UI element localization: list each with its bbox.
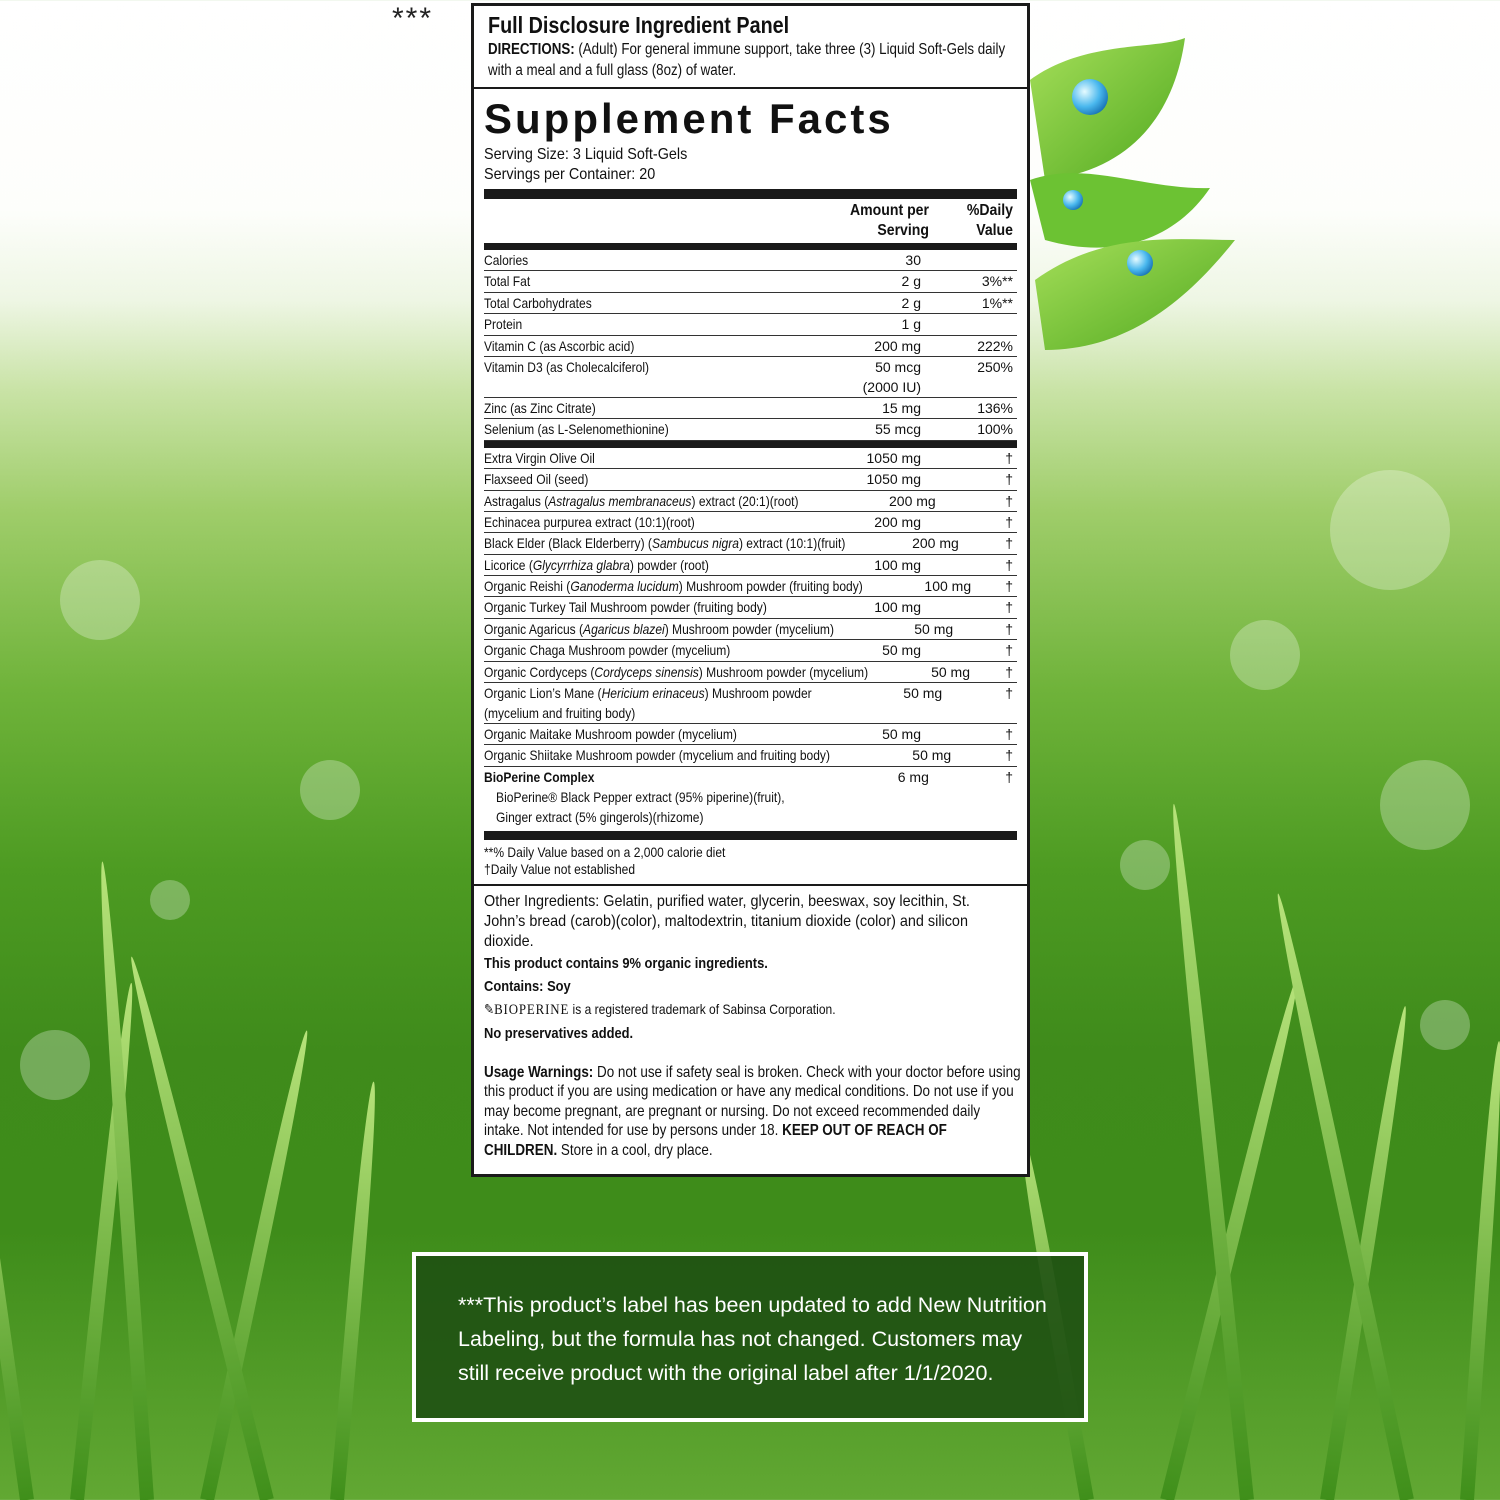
row-amount: 50 mg [882,726,921,743]
nutrient-rows [484,250,1017,441]
ingredient-row [484,576,1017,597]
row-amount: 1050 mg [866,449,921,466]
name-part: ) extract (10:1)(fruit) [738,535,846,552]
ingredient-row [484,724,1017,745]
amount-alt: (2000 IU) [862,378,921,395]
name-part: Organic Cordyceps ( [484,663,595,680]
divider [484,243,1017,250]
row-dv: † [1005,685,1013,702]
row-dv: † [1005,535,1013,552]
ingredient-row [484,555,1017,576]
row-name: Flaxseed Oil (seed) [484,471,589,488]
name-part: ) Mushroom powder (mycelium) [698,663,869,680]
row-dv: † [1005,513,1013,530]
name-part: Organic Reishi ( [484,578,571,595]
ingredient-row [484,491,1017,512]
row-name: Vitamin D3 (as Cholecalciferol) [484,358,650,375]
row-dv: † [1005,471,1013,488]
row-amount: 100 mg [924,578,972,595]
ingredient-row [484,662,1017,683]
name-part: Organic Agaricus ( [484,620,584,637]
other-ingredients: Other Ingredients: Gelatin, purified water, glycerin, beeswax, soy lecithin, St. John’s bread (carob)(color), maltodextrin, titanium dioxide (color) and silicon dioxide. [484,892,970,950]
name-part: ) powder (root) [629,556,709,573]
latin-name: Sambucus nigra [651,535,739,552]
row-name: Echinacea purpurea extract (10:1)(root) [484,513,695,530]
leaf-icon: ✎ [484,1000,495,1017]
row-dv: † [1005,726,1013,743]
row-amount: 55 mcg [875,421,921,438]
trademark-statement: ✎BIOPERINE is a registered trademark of Sabinsa Corporation. [484,1000,836,1018]
nutrient-row [484,293,1017,314]
row-name [484,533,845,553]
row-amount: 200 mg [889,492,936,509]
row-dv: 250% [977,358,1013,375]
row-dv: 222% [977,337,1013,354]
name-part: ) Mushroom powder (fruiting body) [678,578,863,595]
row-amount: 30 [905,252,921,268]
name-line2: (mycelium and fruiting body) [484,705,636,722]
row-dv: † [1005,663,1013,680]
divider [484,831,1017,840]
row-name: Extra Virgin Olive Oil [484,449,595,466]
row-amount [815,357,935,397]
row-dv: 136% [977,399,1013,416]
complex-line: BioPerine® Black Pepper extract (95% piperine)(fruit), [496,788,785,805]
row-name [484,491,799,511]
footnotes [484,840,942,884]
name-part: ) Mushroom powder (mycelium) [664,620,834,637]
preservatives-statement: No preservatives added. [484,1024,634,1042]
latin-name: Cordyceps sinensis [594,663,699,680]
row-name: Organic Maitake Mushroom powder (mycelium) [484,726,737,743]
disclosure-section [474,6,1027,89]
amount-column-header: Amount per Serving [849,202,929,239]
column-headers [484,199,1017,243]
nutrient-row [484,336,1017,357]
nutrient-row [484,271,1017,292]
row-amount: 200 mg [912,535,959,552]
row-name: Selenium (as L-Selenomethionine) [484,421,669,438]
name-part: Astragalus ( [484,492,549,509]
ingredient-row [484,597,1017,618]
row-dv: † [1005,578,1013,595]
serving-size: Serving Size: 3 Liquid Soft-Gels [484,146,688,163]
row-dv: 100% [977,421,1013,438]
row-amount: 50 mg [882,642,921,659]
row-dv: † [1005,492,1013,509]
latin-name: Hericium erinaceus [601,685,705,702]
row-name: Organic Chaga Mushroom powder (mycelium) [484,642,731,659]
row-amount: 2 g [901,294,921,311]
row-amount: 1 g [901,316,921,333]
row-name: Calories [484,252,529,268]
latin-name: Astragalus membranaceus [548,492,692,509]
row-amount: 50 mg [914,620,954,637]
nutrient-row [484,357,1017,398]
row-dv: † [1005,599,1013,616]
supplement-label-panel [471,3,1030,1177]
nutrient-row [484,250,1017,271]
organic-statement: This product contains 9% organic ingredients. [484,954,768,972]
row-dv: † [1005,449,1013,466]
divider [484,189,1017,199]
row-name [484,662,868,682]
ingredient-rows [484,448,1017,767]
latin-name: Glycyrrhiza glabra [532,556,630,573]
leaves-icon [1025,30,1250,360]
divider [484,441,1017,448]
row-amount: 200 mg [874,337,921,354]
row-amount: 15 mg [882,399,921,416]
row-amount: 100 mg [874,599,921,616]
row-amount: 50 mg [931,663,971,680]
row-name [484,555,769,575]
row-name: Protein [484,316,523,333]
row-name [484,683,812,723]
row-name: Total Fat [484,273,531,290]
other-info [474,884,1027,1161]
nutrient-row [484,314,1017,335]
servings-per-container: Servings per Container: 20 [484,166,656,183]
row-dv: † [1005,747,1013,764]
row-amount: 50 mg [912,747,952,764]
row-dv: † [1005,642,1013,659]
row-amount: 200 mg [874,513,921,530]
name-part: ) Mushroom powder [704,685,812,702]
row-name: Vitamin C (as Ascorbic acid) [484,337,635,354]
name-part: Licorice ( [484,556,533,573]
complex-line: Ginger extract (5% gingerols)(rhizome) [496,808,704,825]
directions-text: DIRECTIONS: (Adult) For general immune support, take three (3) Liquid Soft-Gels daily with a meal and a full glass (8oz) of water. [488,41,1006,79]
row-name: Total Carbohydrates [484,294,592,311]
ingredient-row [484,533,1017,554]
row-amount: 50 mg [903,685,943,702]
latin-name: Agaricus blazei [583,620,665,637]
nutrient-row [484,419,1017,440]
row-name: Zinc (as Zinc Citrate) [484,399,596,416]
row-dv: 1%** [981,294,1013,311]
footnote-dv: **% Daily Value based on a 2,000 calorie diet [484,843,726,860]
bioperine-complex-row [484,767,1017,827]
name-part: Black Elder (Black Elderberry) ( [484,535,652,552]
ingredient-row [484,448,1017,469]
allergen-statement: Contains: Soy [484,977,571,995]
disclosure-title: Full Disclosure Ingredient Panel [488,12,790,38]
row-amount: 1050 mg [866,471,921,488]
row-dv: † [1005,620,1013,637]
ingredient-row [484,512,1017,533]
row-name: Organic Shiitake Mushroom powder (mycelium and fruiting body) [484,747,830,764]
row-amount: 2 g [901,273,921,290]
facts-title: Supplement Facts [484,95,894,142]
ingredient-row [484,469,1017,490]
complex-name: BioPerine Complex [484,768,595,785]
asterisk-marker: *** [392,2,434,35]
amount-value: 50 mcg [875,358,921,375]
ingredient-row [484,745,1017,766]
dv-column-header: %Daily Value [966,202,1013,239]
row-name [484,576,863,596]
latin-name: Ganoderma lucidum [570,578,679,595]
footnote-dagger: †Daily Value not established [484,860,636,877]
name-part: ) extract (20:1)(root) [691,492,799,509]
nutrient-row [484,398,1017,419]
row-dv: † [1005,556,1013,573]
name-part: Organic Lion’s Mane ( [484,685,602,702]
row-amount: 100 mg [874,556,921,573]
label-update-note: ***This product’s label has been updated to add New Nutrition Labeling, but the formula has not changed. Customers may still receive product with the original label after 1/1/2020. [412,1252,1088,1422]
complex-amount: 6 mg [897,768,929,785]
usage-warnings: Usage Warnings: Do not use if safety seal is broken. Check with your doctor before using this product if you are using medication or have any medical conditions. Do not use if you may become pregnant, are pregnant or nursing. Do not exceed recommended daily intake. Not intended for use by persons under 18. KEEP OUT OF REACH OF CHILDREN. Store in a cool, dry place. [484,1063,1021,1159]
supplement-facts [474,89,1027,884]
row-name: Organic Turkey Tail Mushroom powder (fruiting body) [484,599,767,616]
row-name [484,619,834,639]
ingredient-row [484,640,1017,661]
ingredient-row [484,619,1017,640]
row-dv: 3%** [981,273,1013,290]
ingredient-row [484,683,1017,724]
complex-dv: † [1005,768,1013,785]
bioperine-logo: BIOPERINE [494,1001,570,1018]
